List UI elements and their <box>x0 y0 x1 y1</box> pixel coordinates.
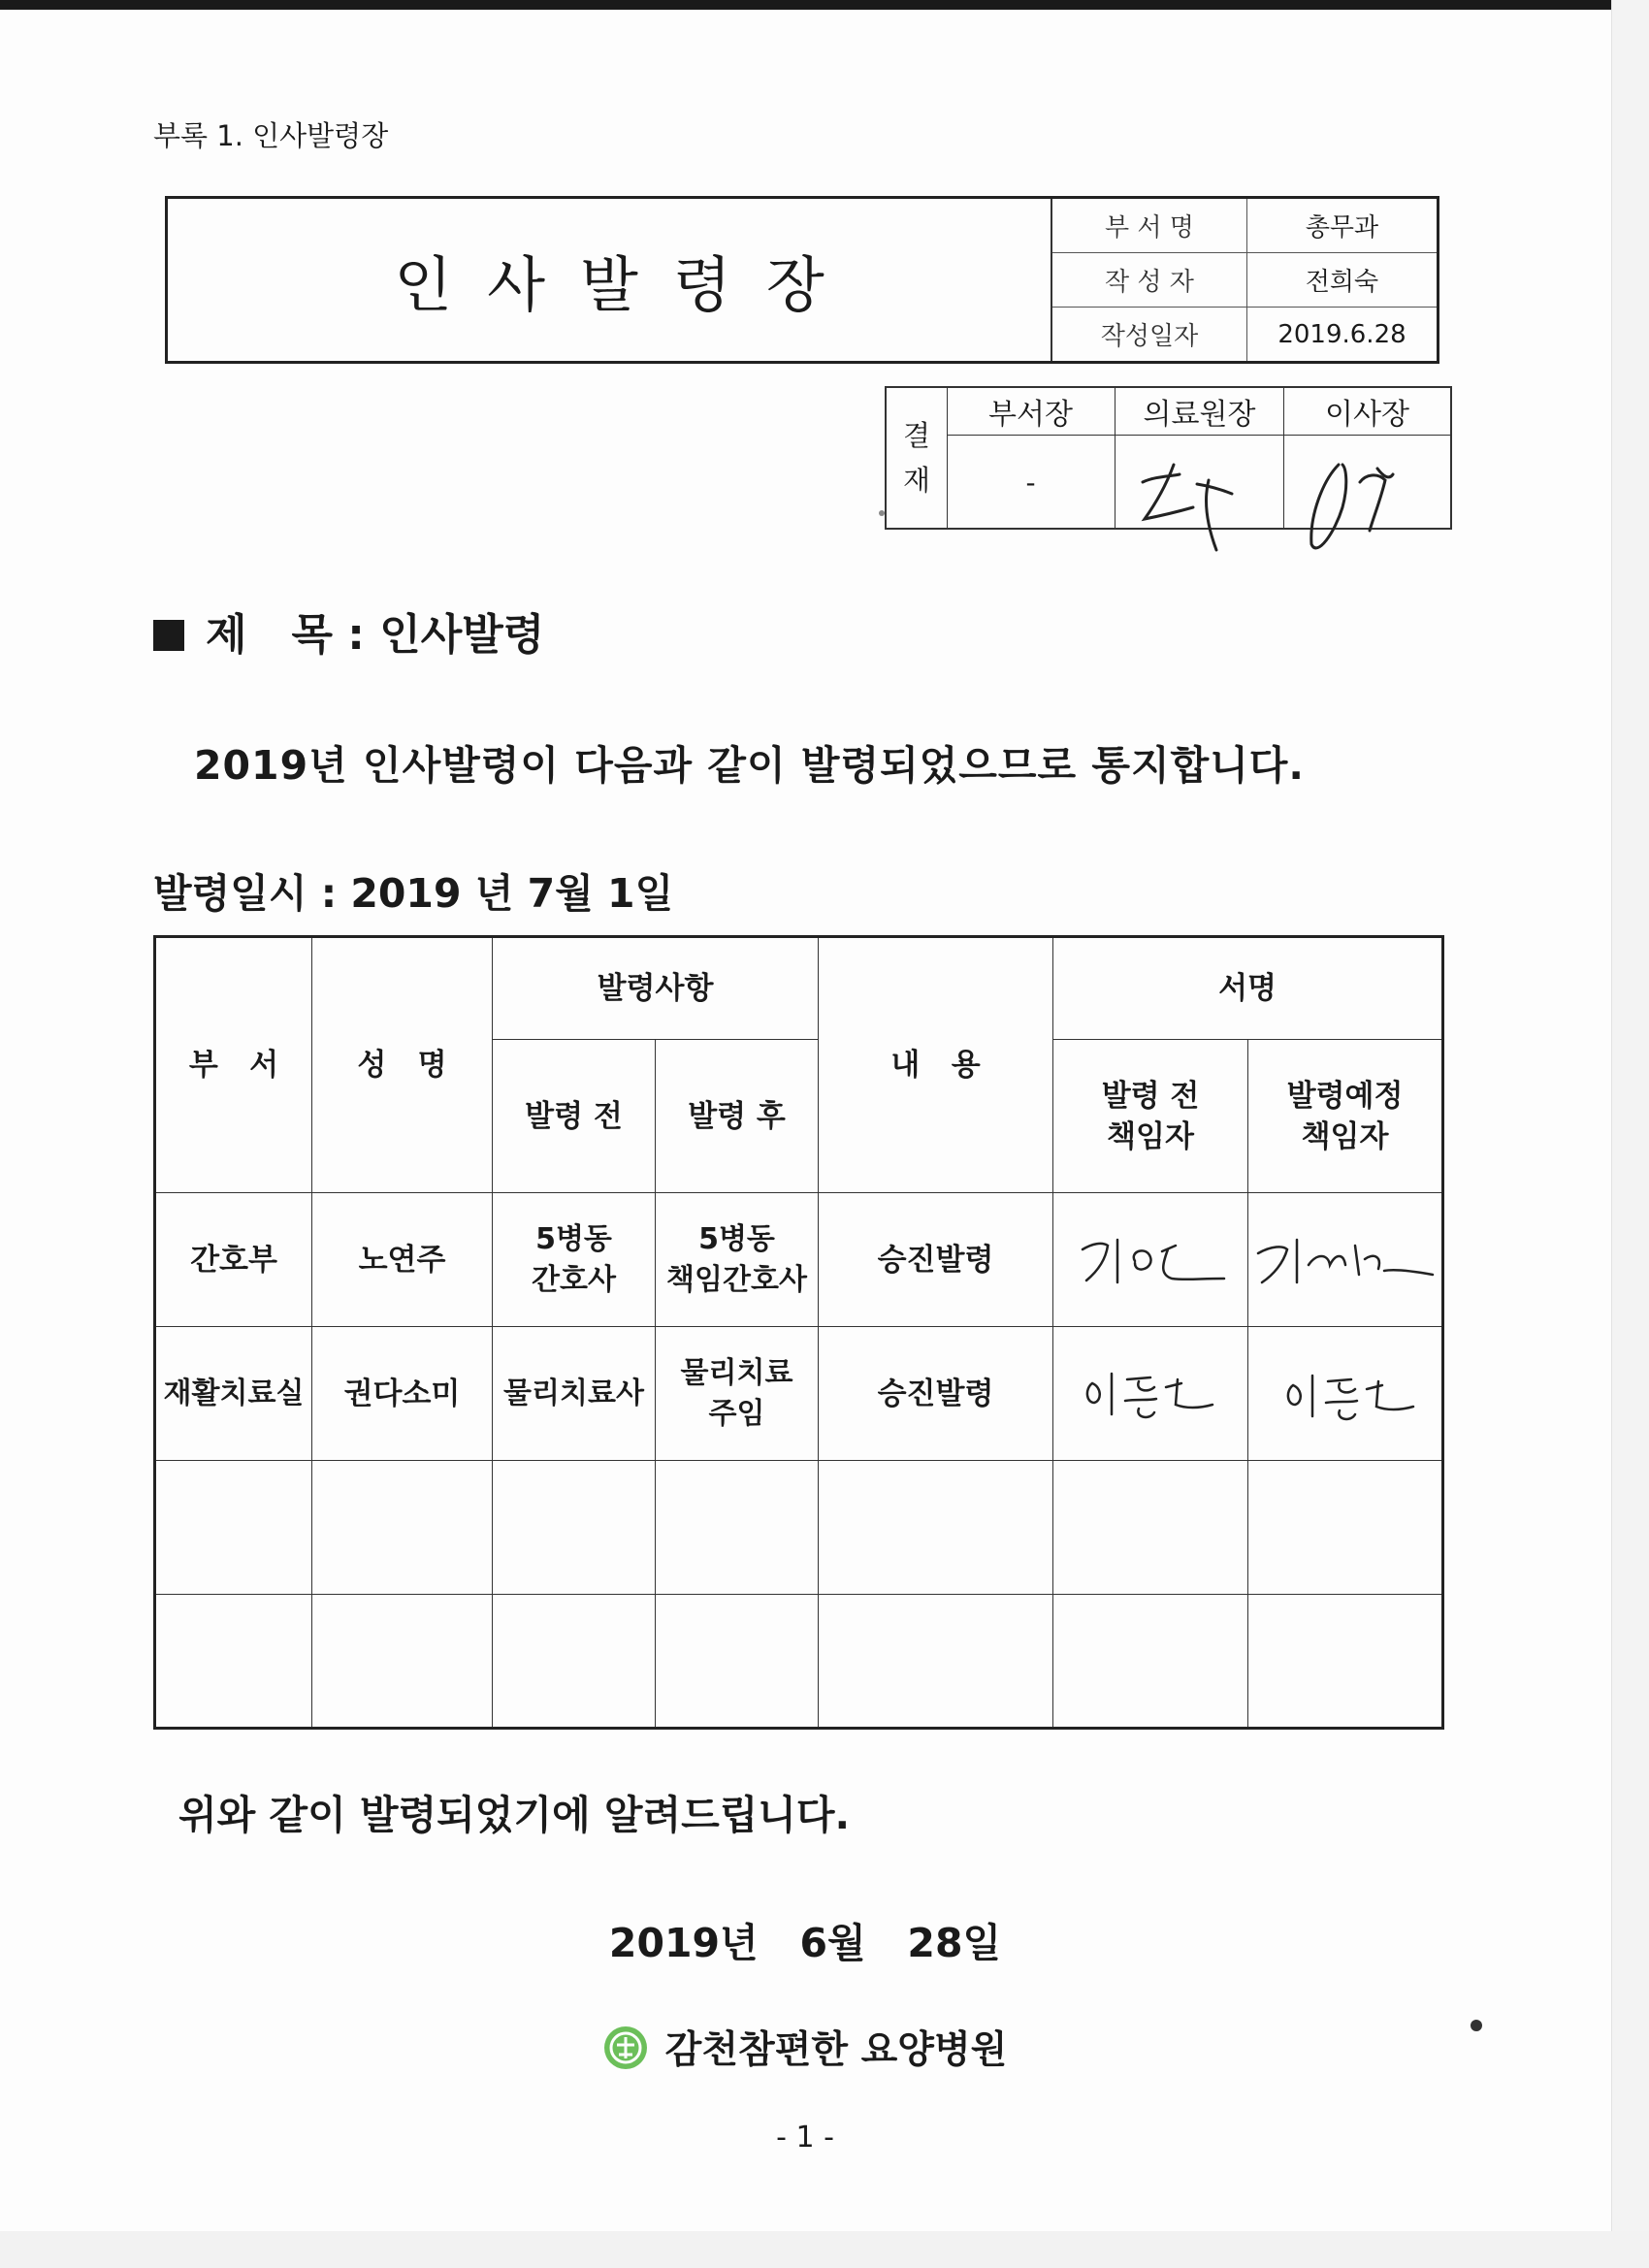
personnel-order-table <box>153 935 1444 1730</box>
scan-speck <box>1471 2020 1482 2031</box>
header-after: 발령 후 <box>656 1040 819 1193</box>
cell-content <box>819 1595 1053 1729</box>
cell-signature-after <box>1248 1193 1443 1327</box>
table-row <box>155 1327 1443 1461</box>
signing-date: 2019년 6월 28일 <box>608 1920 1002 1966</box>
cell-after <box>656 1461 819 1595</box>
cell-name: 권다소미 <box>312 1327 493 1461</box>
document-meta-table <box>1052 199 1437 361</box>
meta-label-department: 부 서 명 <box>1052 199 1247 253</box>
cell-signature-after <box>1248 1327 1443 1461</box>
signature-mark <box>1284 426 1450 562</box>
approval-value-dept-head: - <box>1025 466 1036 499</box>
meta-value-author: 전희숙 <box>1247 253 1438 308</box>
approval-signature-director <box>1116 436 1283 529</box>
cell-signature-before <box>1053 1327 1248 1461</box>
issue-date: 발령일시 : 2019 년 7월 1일 <box>153 870 674 917</box>
cell-before <box>493 1461 656 1595</box>
cell-after <box>656 1595 819 1729</box>
document-header-box <box>165 196 1439 364</box>
subject-line <box>153 599 544 662</box>
scan-right-edge <box>1611 0 1649 2268</box>
table-row <box>155 1193 1443 1327</box>
cell-name <box>312 1461 493 1595</box>
header-dept: 부 서 <box>155 937 312 1193</box>
bullet-square-icon <box>153 620 184 651</box>
cell-signature-before <box>1053 1193 1248 1327</box>
cell-signature-before <box>1053 1595 1248 1729</box>
page-number: - 1 - <box>776 2121 834 2155</box>
hospital-name: 감천참편한 요양병원 <box>664 2028 1008 2072</box>
cell-name <box>312 1595 493 1729</box>
cell-content <box>819 1461 1053 1595</box>
approval-head-dept-head: 부서장 <box>947 388 1115 436</box>
signature-mark <box>1053 1345 1247 1432</box>
approval-head-director: 의료원장 <box>1116 388 1283 436</box>
signature-mark <box>1248 1211 1442 1298</box>
cell-before: 물리치료사 <box>493 1327 656 1461</box>
header-content: 내 용 <box>819 937 1053 1193</box>
subject-text: 제 목 : 인사발령 <box>206 610 545 660</box>
header-name: 성 명 <box>312 937 493 1193</box>
signature-mark <box>1053 1211 1247 1298</box>
scan-bottom-edge <box>0 2231 1649 2268</box>
cell-dept <box>155 1461 312 1595</box>
header-order-group: 발령사항 <box>493 937 819 1040</box>
approval-box <box>885 386 1452 530</box>
header-before: 발령 전 <box>493 1040 656 1193</box>
approval-head-chairman: 이사장 <box>1284 388 1450 436</box>
approval-signature-chairman <box>1284 436 1450 529</box>
hospital-signature <box>0 2020 1610 2074</box>
cell-before: 5병동 간호사 <box>493 1193 656 1327</box>
scan-speck <box>879 510 885 516</box>
meta-label-author: 작 성 자 <box>1052 253 1247 308</box>
header-sign-group: 서명 <box>1053 937 1443 1040</box>
scan-top-edge <box>0 0 1649 10</box>
meta-value-department: 총무과 <box>1247 199 1438 253</box>
table-row <box>155 1461 1443 1595</box>
cell-signature-after <box>1248 1461 1443 1595</box>
approval-col-director <box>1116 388 1284 528</box>
cell-name: 노연주 <box>312 1193 493 1327</box>
approval-col-dept-head <box>947 388 1116 528</box>
cell-dept: 재활치료실 <box>155 1327 312 1461</box>
header-sign-before: 발령 전 책임자 <box>1053 1040 1248 1193</box>
cell-signature-after <box>1248 1595 1443 1729</box>
closing-text: 위와 같이 발령되었기에 알려드립니다. <box>178 1792 851 1838</box>
signature-mark <box>1248 1345 1442 1432</box>
meta-value-date: 2019.6.28 <box>1277 319 1406 349</box>
approval-side-label <box>887 388 948 528</box>
hospital-logo-icon <box>603 2025 648 2070</box>
cell-content: 승진발령 <box>819 1327 1053 1461</box>
cell-dept <box>155 1595 312 1729</box>
notice-body-text: 2019년 인사발령이 다음과 같이 발령되었으므로 통지합니다. <box>194 742 1305 789</box>
document-title: 인사발령장 <box>168 199 1052 361</box>
cell-content: 승진발령 <box>819 1193 1053 1327</box>
approval-side-char-2: 재 <box>902 464 930 497</box>
cell-signature-before <box>1053 1461 1248 1595</box>
header-sign-after: 발령예정 책임자 <box>1248 1040 1443 1193</box>
meta-label-date: 작성일자 <box>1052 308 1247 362</box>
cell-after: 물리치료 주임 <box>656 1327 819 1461</box>
table-row <box>155 1595 1443 1729</box>
approval-side-char-1: 결 <box>902 419 930 452</box>
approval-col-chairman <box>1284 388 1450 528</box>
cell-dept: 간호부 <box>155 1193 312 1327</box>
cell-after: 5병동 책임간호사 <box>656 1193 819 1327</box>
signature-mark <box>1116 426 1284 562</box>
appendix-label: 부록 1. 인사발령장 <box>153 119 389 152</box>
cell-before <box>493 1595 656 1729</box>
